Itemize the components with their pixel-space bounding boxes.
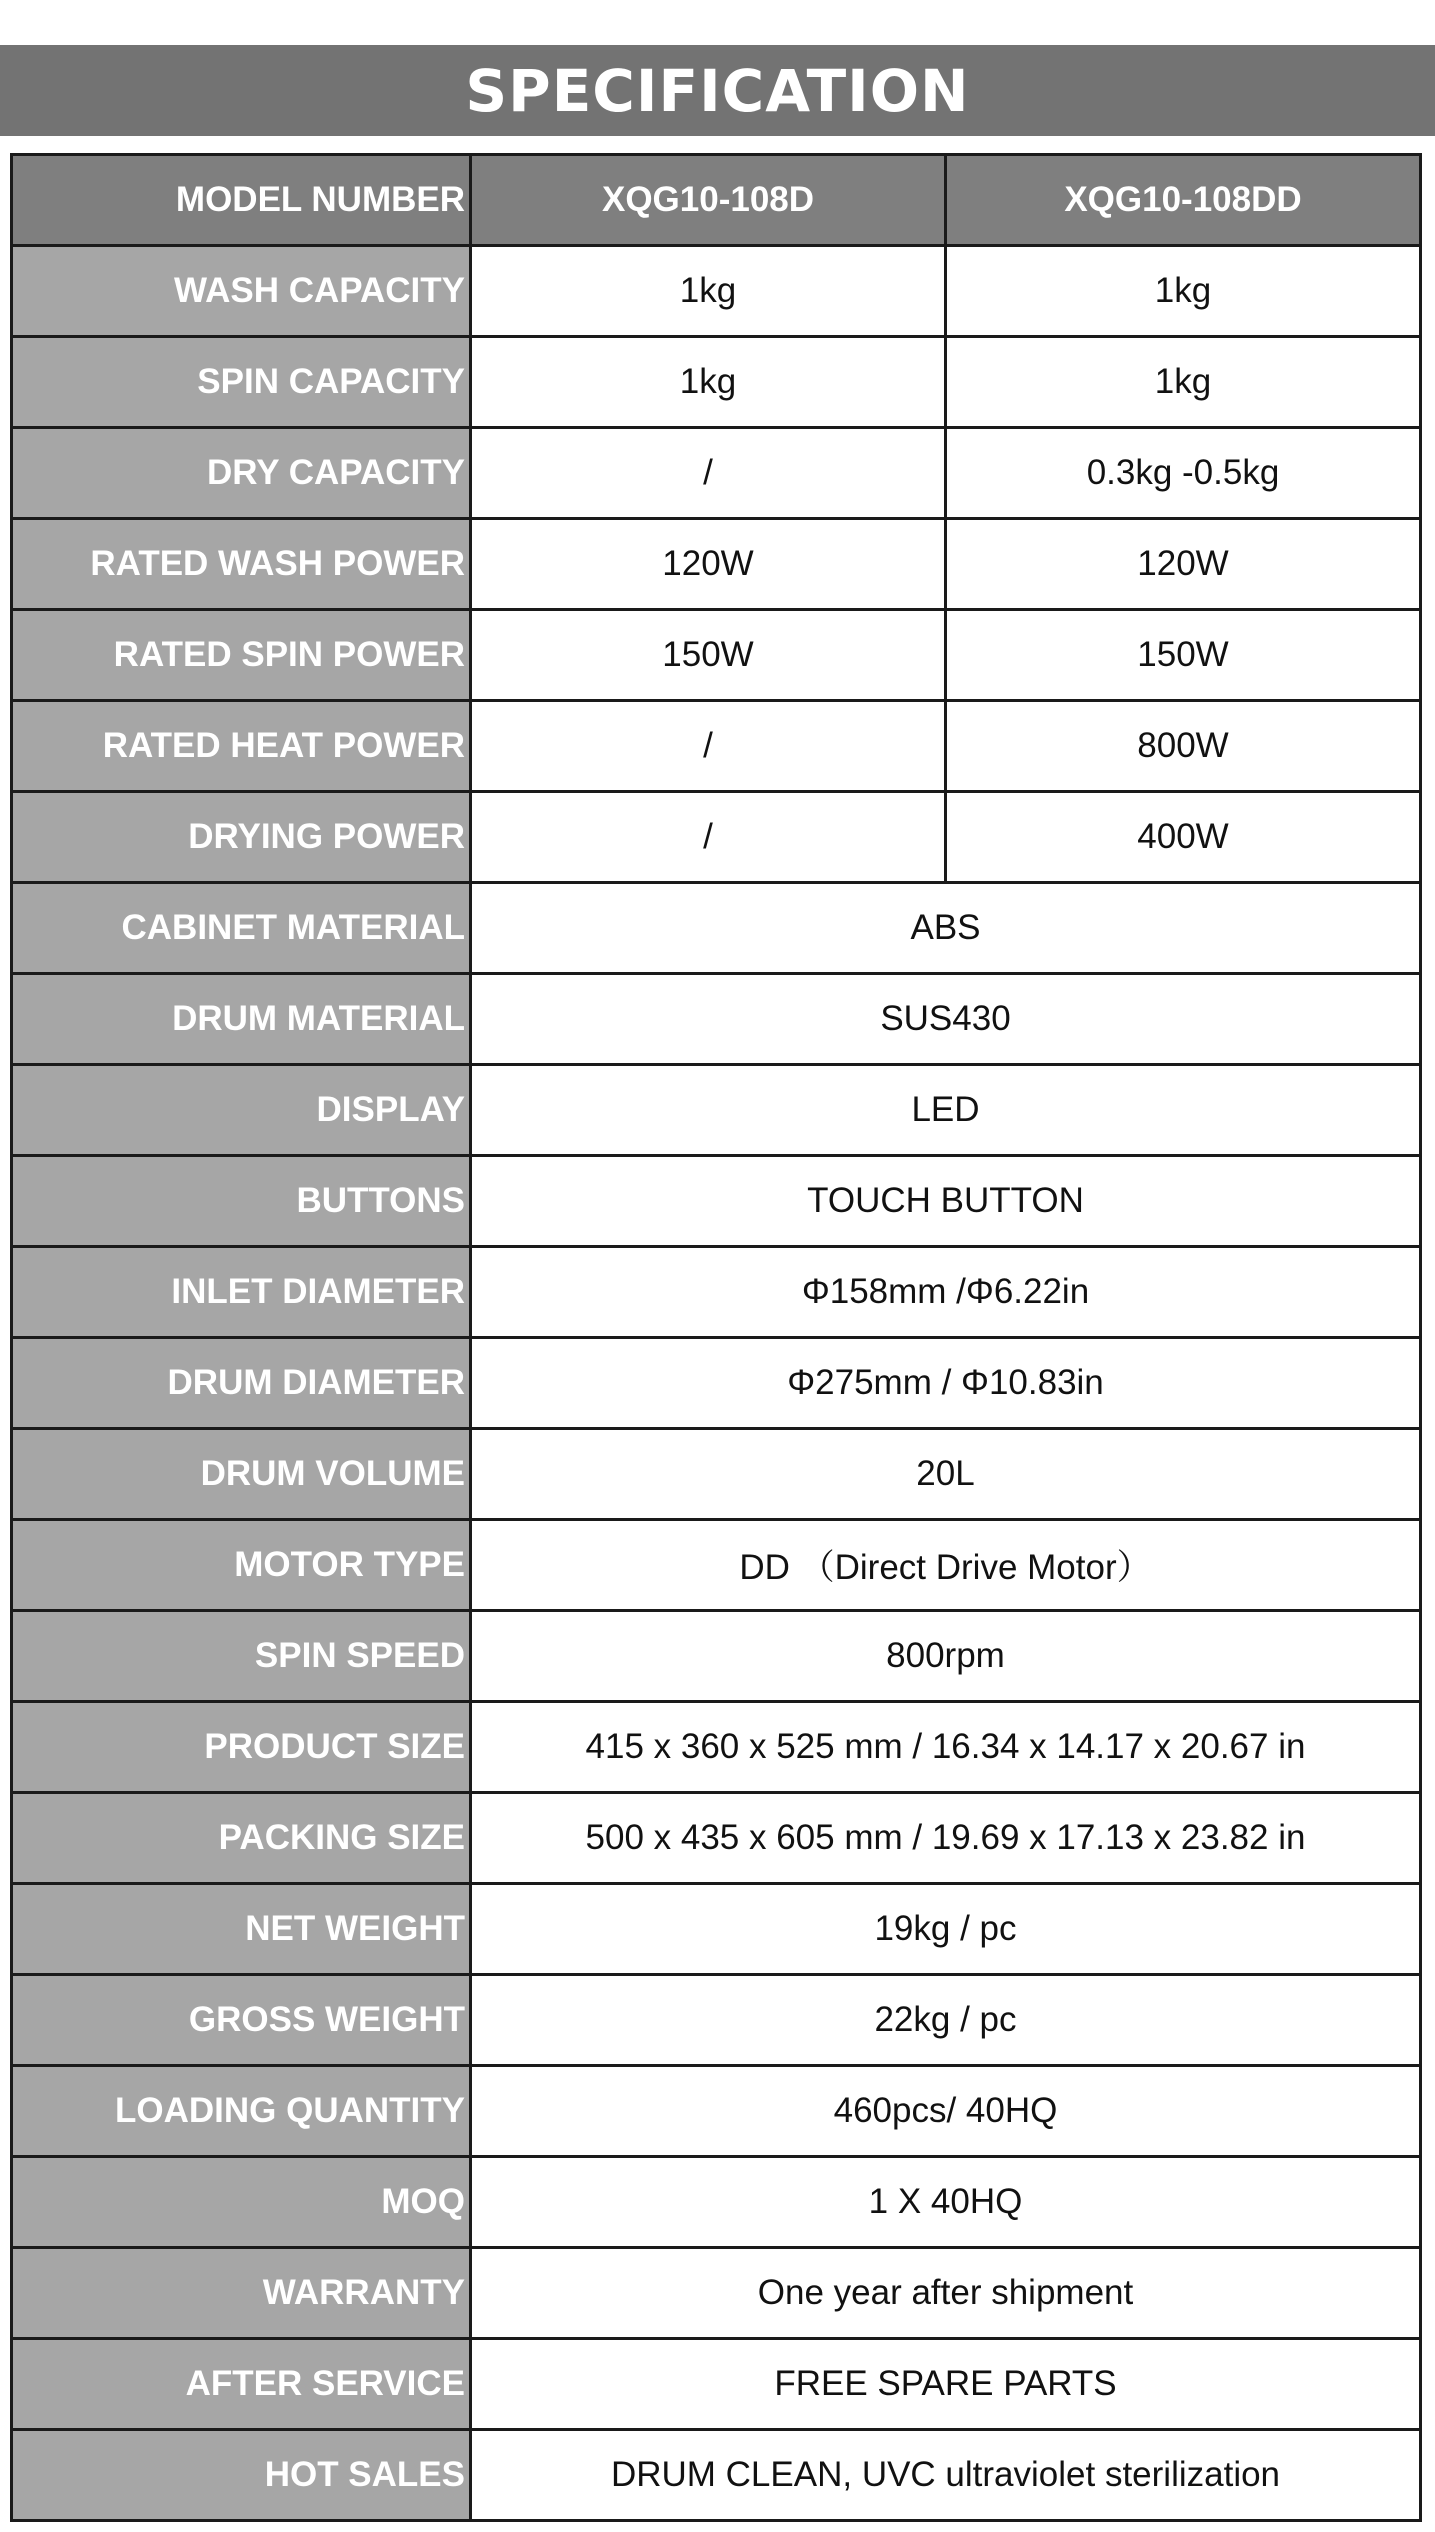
row-value-model-1: 120W (471, 519, 946, 610)
table-row (12, 1793, 1421, 1884)
table-row (12, 1975, 1421, 2066)
row-value-model-1: / (471, 701, 946, 792)
row-value: 415 x 360 x 525 mm / 16.34 x 14.17 x 20.67 in (471, 1702, 1421, 1793)
row-label: DRY CAPACITY (12, 428, 471, 519)
table-row (12, 792, 1421, 883)
row-label: AFTER SERVICE (12, 2339, 471, 2430)
row-label: SPIN CAPACITY (12, 337, 471, 428)
row-value-model-1: 150W (471, 610, 946, 701)
header-label: MODEL NUMBER (12, 155, 471, 246)
row-label: RATED WASH POWER (12, 519, 471, 610)
table-row (12, 2248, 1421, 2339)
row-value: ABS (471, 883, 1421, 974)
row-label: RATED HEAT POWER (12, 701, 471, 792)
table-row (12, 701, 1421, 792)
row-value: 22kg / pc (471, 1975, 1421, 2066)
table-row (12, 246, 1421, 337)
row-value-model-1: / (471, 792, 946, 883)
table-row (12, 1520, 1421, 1611)
row-label: WARRANTY (12, 2248, 471, 2339)
row-value: Φ275mm / Φ10.83in (471, 1338, 1421, 1429)
row-value: 19kg / pc (471, 1884, 1421, 1975)
table-row (12, 2430, 1421, 2521)
table-header-row (12, 155, 1421, 246)
page-title: SPECIFICATION (465, 56, 970, 125)
table-row (12, 2157, 1421, 2248)
row-label: BUTTONS (12, 1156, 471, 1247)
title-banner (0, 45, 1435, 136)
row-value-model-1: 1kg (471, 246, 946, 337)
row-value-model-1: 1kg (471, 337, 946, 428)
row-value-model-2: 150W (946, 610, 1421, 701)
row-value: SUS430 (471, 974, 1421, 1065)
row-label: LOADING QUANTITY (12, 2066, 471, 2157)
table-row (12, 1338, 1421, 1429)
row-label: PACKING SIZE (12, 1793, 471, 1884)
table-row (12, 1702, 1421, 1793)
row-label: HOT SALES (12, 2430, 471, 2521)
row-label: PRODUCT SIZE (12, 1702, 471, 1793)
table-row (12, 2066, 1421, 2157)
row-value: DD （Direct Drive Motor） (471, 1520, 1421, 1611)
table-row (12, 883, 1421, 974)
row-label: SPIN SPEED (12, 1611, 471, 1702)
table-row (12, 1156, 1421, 1247)
row-label: MOTOR TYPE (12, 1520, 471, 1611)
table-row (12, 974, 1421, 1065)
row-value-model-2: 120W (946, 519, 1421, 610)
row-value: 1 X 40HQ (471, 2157, 1421, 2248)
row-value-model-2: 1kg (946, 246, 1421, 337)
row-value: One year after shipment (471, 2248, 1421, 2339)
row-label: DRUM DIAMETER (12, 1338, 471, 1429)
row-value-model-1: / (471, 428, 946, 519)
row-value: 20L (471, 1429, 1421, 1520)
row-value-model-2: 800W (946, 701, 1421, 792)
row-value-model-2: 400W (946, 792, 1421, 883)
row-value-model-2: 1kg (946, 337, 1421, 428)
table-row (12, 1884, 1421, 1975)
row-label: DRUM MATERIAL (12, 974, 471, 1065)
table-row (12, 1065, 1421, 1156)
table-row (12, 1247, 1421, 1338)
table-row (12, 337, 1421, 428)
table-row (12, 428, 1421, 519)
table-row (12, 2339, 1421, 2430)
table-row (12, 519, 1421, 610)
row-value: 500 x 435 x 605 mm / 19.69 x 17.13 x 23.82 in (471, 1793, 1421, 1884)
row-label: GROSS WEIGHT (12, 1975, 471, 2066)
row-label: WASH CAPACITY (12, 246, 471, 337)
header-model-2: XQG10-108DD (946, 155, 1421, 246)
row-label: DRYING POWER (12, 792, 471, 883)
row-value: 800rpm (471, 1611, 1421, 1702)
row-value-model-2: 0.3kg -0.5kg (946, 428, 1421, 519)
row-value: LED (471, 1065, 1421, 1156)
row-value: DRUM CLEAN, UVC ultraviolet sterilization (471, 2430, 1421, 2521)
row-value: FREE SPARE PARTS (471, 2339, 1421, 2430)
row-value: 460pcs/ 40HQ (471, 2066, 1421, 2157)
row-label: DRUM VOLUME (12, 1429, 471, 1520)
table-row (12, 1429, 1421, 1520)
row-value: TOUCH BUTTON (471, 1156, 1421, 1247)
row-label: DISPLAY (12, 1065, 471, 1156)
table-row (12, 610, 1421, 701)
row-value: Φ158mm /Φ6.22in (471, 1247, 1421, 1338)
header-model-1: XQG10-108D (471, 155, 946, 246)
row-label: NET WEIGHT (12, 1884, 471, 1975)
row-label: INLET DIAMETER (12, 1247, 471, 1338)
row-label: MOQ (12, 2157, 471, 2248)
row-label: CABINET MATERIAL (12, 883, 471, 974)
table-row (12, 1611, 1421, 1702)
row-label: RATED SPIN POWER (12, 610, 471, 701)
spec-table (10, 153, 1422, 2522)
